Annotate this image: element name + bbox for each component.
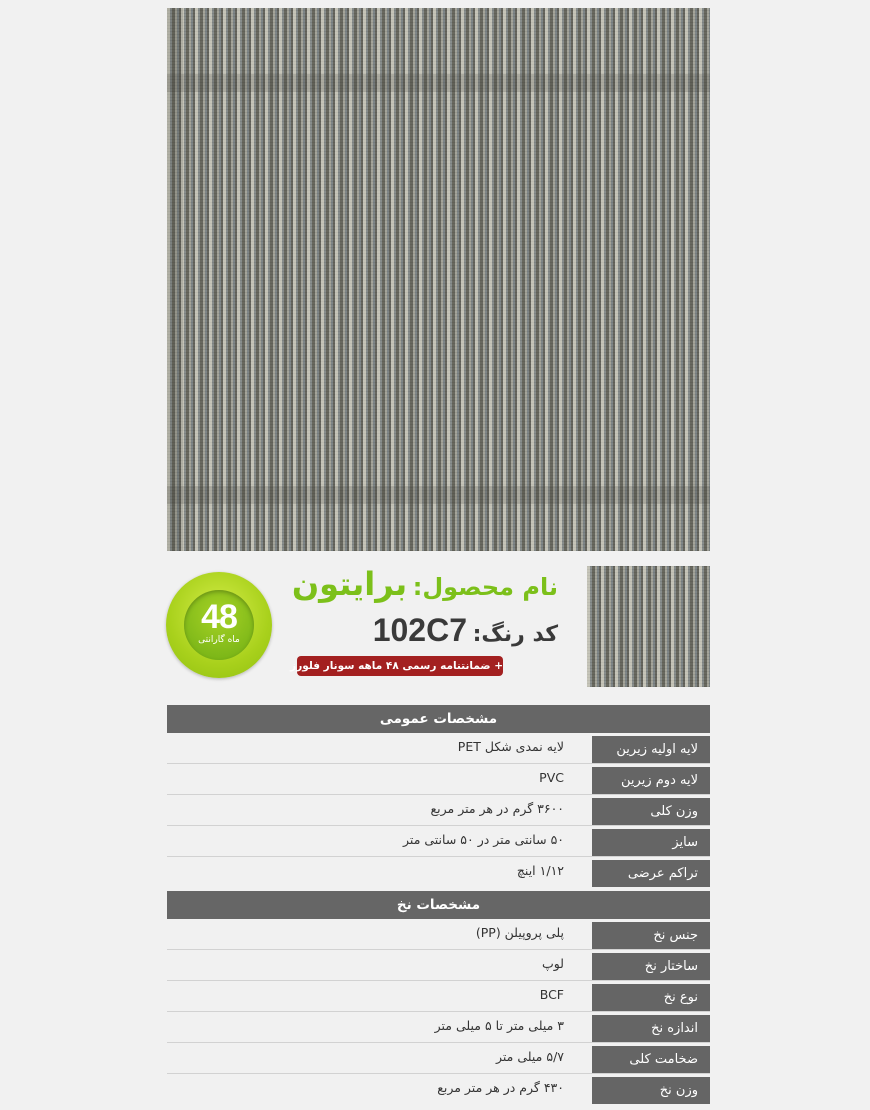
warranty-badge-inner: [184, 590, 254, 660]
table-row: [167, 1043, 710, 1074]
tile-seam: [167, 8, 183, 551]
spec-label: جنس نخ: [592, 922, 710, 949]
spec-label: ساختار نخ: [592, 953, 710, 980]
table-row: [167, 733, 710, 764]
table-row: [167, 1074, 710, 1104]
spec-label: وزن کلی: [592, 798, 710, 825]
table-row: [167, 826, 710, 857]
spec-value: ۵۰ سانتی متر در ۵۰ سانتی متر: [403, 832, 564, 847]
spec-label: تراکم عرضی: [592, 860, 710, 887]
table-row: [167, 919, 710, 950]
general-specs-title: مشخصات عمومی: [167, 705, 710, 733]
spec-value: ۱/۱۲ اینچ: [516, 863, 564, 878]
table-row: [167, 857, 710, 887]
product-name-label: نام محصول:: [412, 573, 558, 601]
table-row: [167, 981, 710, 1012]
color-code-label: کد رنگ:: [472, 622, 558, 647]
spec-label: سایز: [592, 829, 710, 856]
table-row: [167, 764, 710, 795]
tile-seam: [167, 74, 710, 92]
general-specs-table: [167, 705, 710, 887]
spec-label: نوع نخ: [592, 984, 710, 1011]
carpet-tile-main-photo: [167, 8, 710, 551]
spec-value: BCF: [539, 987, 564, 1002]
spec-label: لایه اولیه زیرین: [592, 736, 710, 763]
warranty-months-label: ماه گارانتی: [198, 635, 240, 645]
spec-value: PVC: [539, 770, 564, 785]
color-code-value: 102C7: [372, 612, 467, 648]
product-name-value: برایتون: [291, 565, 408, 603]
spec-value: ۴۳۰ گرم در هر متر مربع: [437, 1080, 564, 1095]
spec-label: لایه دوم زیرین: [592, 767, 710, 794]
tile-seam: [167, 486, 710, 504]
yarn-specs-title: مشخصات نخ: [167, 891, 710, 919]
color-code: [373, 612, 558, 649]
warranty-ribbon: + ضمانتنامه رسمی ۴۸ ماهه سونار فلورز: [297, 656, 503, 676]
carpet-tile-thumbnail[interactable]: [587, 566, 710, 687]
spec-value: ۳۶۰۰ گرم در هر متر مربع: [430, 801, 564, 816]
table-row: [167, 795, 710, 826]
yarn-specs-table: [167, 891, 710, 1104]
spec-value: لوپ: [541, 956, 564, 971]
spec-value: پلی پروپیلن (PP): [475, 925, 564, 940]
warranty-months-number: 48: [201, 598, 237, 636]
table-row: [167, 950, 710, 981]
spec-label: ضخامت کلی: [592, 1046, 710, 1073]
table-row: [167, 1012, 710, 1043]
spec-value: ۵/۷ میلی متر: [496, 1049, 564, 1064]
spec-value: لایه نمدی شکل PET: [457, 739, 564, 754]
spec-value: ۳ میلی متر تا ۵ میلی متر: [434, 1018, 564, 1033]
product-name: [292, 565, 558, 603]
spec-label: وزن نخ: [592, 1077, 710, 1104]
spec-label: اندازه نخ: [592, 1015, 710, 1042]
warranty-badge: [166, 572, 272, 678]
